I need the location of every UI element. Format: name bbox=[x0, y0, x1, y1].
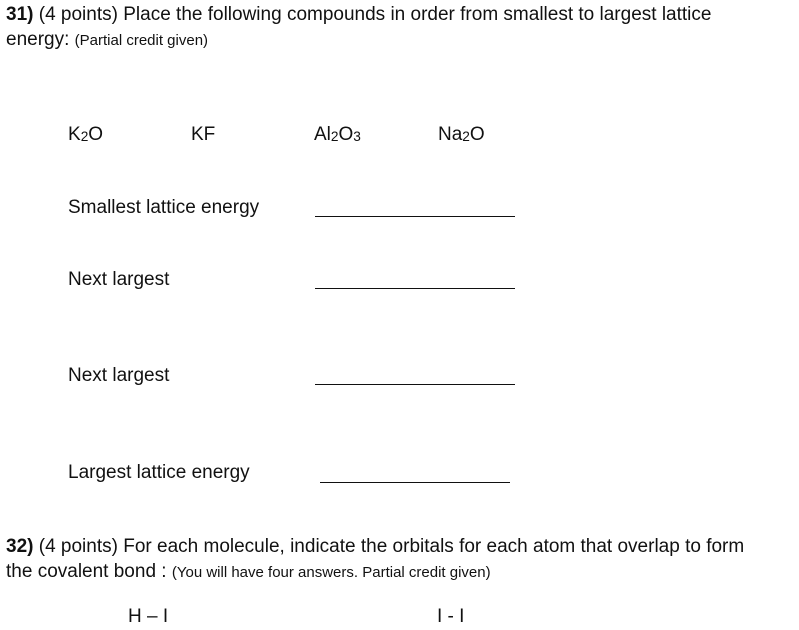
q32-note: (You will have four answers. Partial credit given) bbox=[171, 564, 491, 581]
q32-prompt-line2: the covalent bond : bbox=[6, 561, 167, 582]
q32-line2 bbox=[6, 561, 491, 583]
compound-al2o3: $Al_2O_3$ bbox=[314, 124, 361, 145]
q31-line2 bbox=[6, 29, 208, 51]
rank-answer-blank-3[interactable] bbox=[315, 384, 515, 385]
rank-row-label-1: Smallest lattice energy bbox=[68, 197, 260, 218]
molecule-i-i: I - I bbox=[437, 606, 465, 627]
q31-note: (Partial credit given) bbox=[74, 32, 209, 49]
rank-row-label-2: Next largest bbox=[68, 269, 170, 290]
q31-points: (4 points) bbox=[38, 4, 118, 25]
molecule-h-i: H – I bbox=[128, 606, 169, 627]
rank-answer-blank-4[interactable] bbox=[320, 482, 510, 483]
q31-number: 31) bbox=[6, 4, 34, 25]
q31-prompt-line1: Place the following compounds in order from smallest to largest lattice bbox=[123, 4, 712, 25]
q32-line1 bbox=[6, 536, 744, 558]
q32-prompt-line1: For each molecule, indicate the orbitals for each atom that overlap to form bbox=[123, 536, 745, 557]
compound-kf: KF bbox=[191, 124, 216, 145]
compound-na2o: $Na_2O$ bbox=[438, 124, 485, 145]
q31-prompt-line2: energy: bbox=[6, 29, 70, 50]
rank-answer-blank-1[interactable] bbox=[315, 216, 515, 217]
rank-row-label-4: Largest lattice energy bbox=[68, 462, 250, 483]
q32-points: (4 points) bbox=[38, 536, 118, 557]
q32-number: 32) bbox=[6, 536, 34, 557]
compound-k2o: $K_2O$ bbox=[68, 124, 104, 145]
q31-line1 bbox=[6, 4, 711, 26]
rank-row-label-3: Next largest bbox=[68, 365, 170, 386]
rank-answer-blank-2[interactable] bbox=[315, 288, 515, 289]
